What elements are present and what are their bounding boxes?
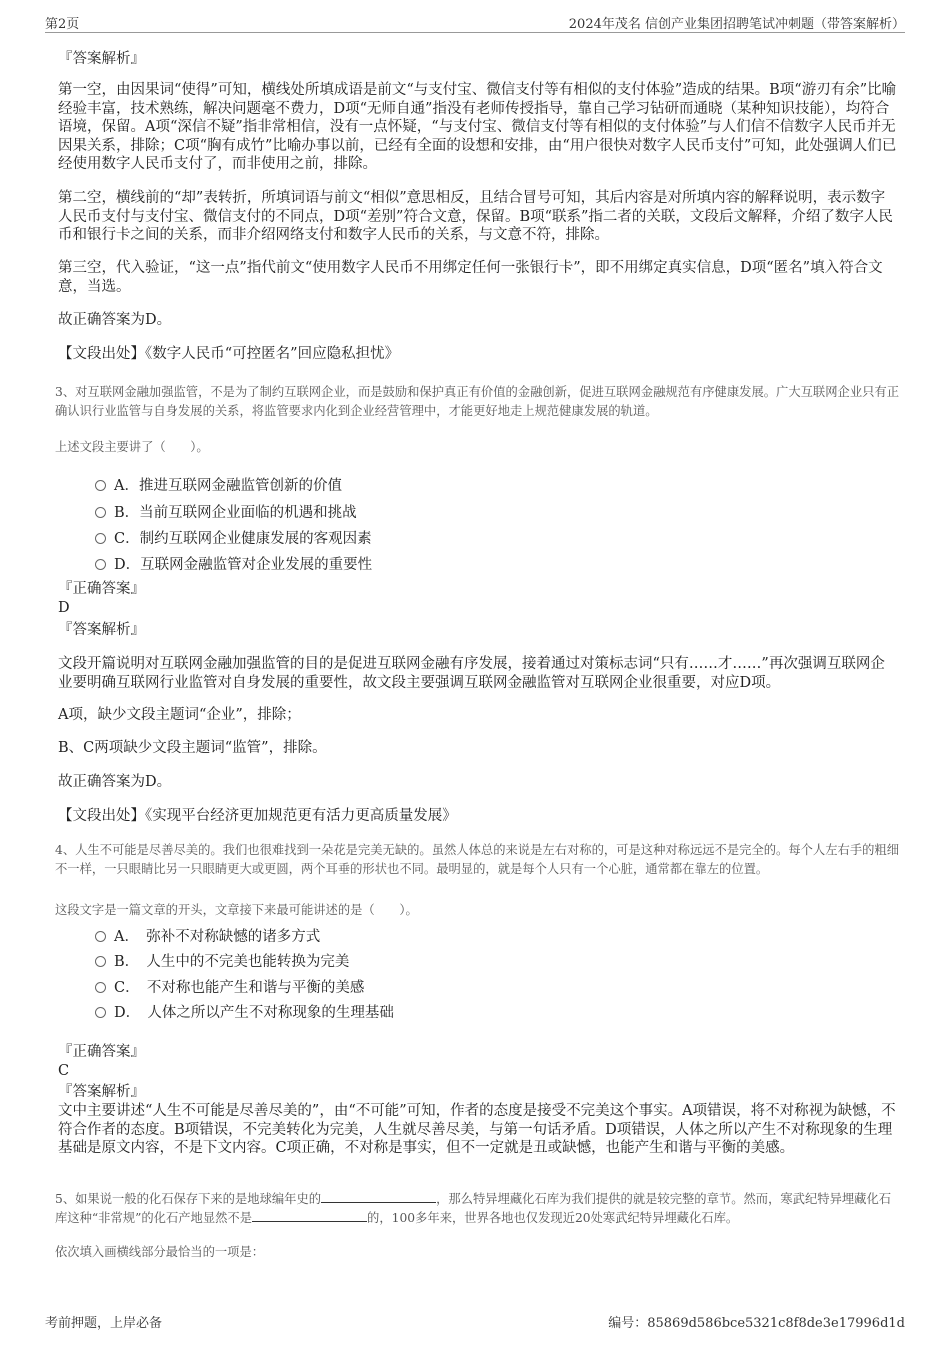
option-label: A．推进互联网金融监管创新的价值 xyxy=(114,478,342,494)
q2-analysis-label: 『答案解析』 xyxy=(58,51,145,67)
option-label: B．当前互联网企业面临的机遇和挑战 xyxy=(114,505,357,521)
page-header xyxy=(45,10,905,33)
q4-stem: 4、人生不可能是尽善尽美的。我们也很难找到一朵花是完美无缺的。虽然人体总的来说是左右对称的，可是这种对称远远不是完全的。每个人左右手的粗细不一样，一只眼睛比另一只眼睛更大或更圆，两个耳垂的形状也不同。最明显的，就是每个人只有一个心脏，通常都在靠左的位置。 xyxy=(55,843,900,876)
q4-option-b[interactable] xyxy=(95,950,349,971)
q2-analysis-p3: 第三空，代入验证，“这一点”指代前文“使用数字人民币不用绑定任何一张银行卡”，即不用绑定真实信息，D项“匿名”填入符合文意，当选。 xyxy=(58,260,883,295)
q2-source: 【文段出处】《数字人民币“可控匿名”回应隐私担忧》 xyxy=(58,346,400,362)
radio-icon[interactable] xyxy=(95,480,106,491)
footer-slogan: 考前押题，上岸必备 xyxy=(45,1316,163,1331)
radio-icon[interactable] xyxy=(95,559,106,570)
q4-answer-label: 『正确答案』 xyxy=(58,1044,145,1060)
radio-icon[interactable] xyxy=(95,533,106,544)
q4-analysis: 文中主要讲述“人生不可能是尽善尽美的”，由“不可能”可知，作者的态度是接受不完美这个事实。A项错误，将不对称视为缺憾，不符合作者的态度。B项错误，不完美转化为完美，人生就尽善尽美，与第一句话矛盾。D项错误，人体之所以产生不对称现象的生理基础是原文内容，不是下文内容。C项正确，不对称是事实，但不一定就是丑或缺憾，也能产生和谐与平衡的美感。 xyxy=(58,1103,896,1156)
q3-option-d[interactable] xyxy=(95,553,372,574)
q3-analysis-p2: A项，缺少文段主题词“企业”，排除； xyxy=(58,707,301,723)
fill-blank-2 xyxy=(252,1209,367,1222)
q5-stem-part-a: 5、如果说一般的化石保存下来的是地球编年史的 xyxy=(55,1192,322,1206)
option-label: D． 人体之所以产生不对称现象的生理基础 xyxy=(114,1005,394,1021)
q4-option-c[interactable] xyxy=(95,976,364,997)
q5-question: 依次填入画横线部分最恰当的一项是： xyxy=(55,1245,265,1259)
q3-answer: D xyxy=(58,600,70,616)
document-title: 2024年茂名 信创产业集团招聘笔试冲刺题（带答案解析） xyxy=(568,17,905,32)
q3-answer-label: 『正确答案』 xyxy=(58,581,145,597)
q4-option-a[interactable] xyxy=(95,925,320,946)
q3-option-a[interactable] xyxy=(95,474,342,495)
q3-stem: 3、对互联网金融加强监管，不是为了制约互联网企业，而是鼓励和保护真正有价值的金融创新，促进互联网金融规范有序健康发展。广大互联网企业只有正确认识行业监管与自身发展的关系，将监管要求内化到企业经营管理中，才能更好地走上规范健康发展的轨道。 xyxy=(55,385,900,418)
q4-question: 这段文字是一篇文章的开头，文章接下来最可能讲述的是（ ）。 xyxy=(55,903,418,917)
page-number: 第2页 xyxy=(45,17,80,32)
q2-conclusion: 故正确答案为D。 xyxy=(58,312,172,328)
q5-stem-part-b: ，那么特异埋藏化石库为我们提供的就是较完整的章节。然而，寒武纪特异埋藏化石库这种“非常规”的化石产地显然不是 xyxy=(55,1192,892,1225)
q3-analysis-p3: B、C两项缺少文段主题词“监管”，排除。 xyxy=(58,740,327,756)
q4-option-d[interactable] xyxy=(95,1001,394,1022)
q3-source: 【文段出处】《实现平台经济更加规范更有活力更高质量发展》 xyxy=(58,808,457,824)
q4-analysis-label: 『答案解析』 xyxy=(58,1084,145,1100)
radio-icon[interactable] xyxy=(95,1007,106,1018)
q3-conclusion: 故正确答案为D。 xyxy=(58,774,172,790)
q3-analysis-p1: 文段开篇说明对互联网金融加强监管的目的是促进互联网金融有序发展，接着通过对策标志词“只有……才……”再次强调互联网企业要明确互联网行业监管对自身发展的重要性，故文段主要强调互联网金融监管对互联网企业很重要，对应D项。 xyxy=(58,656,885,691)
fill-blank-1 xyxy=(321,1190,436,1203)
q3-option-c[interactable] xyxy=(95,527,372,548)
q3-question: 上述文段主要讲了（ ）。 xyxy=(55,440,209,454)
option-label: C．制约互联网企业健康发展的客观因素 xyxy=(114,531,372,547)
q2-analysis-p1: 第一空，由因果词“使得”可知，横线处所填成语是前文“与支付宝、微信支付等有相似的支付体验”造成的结果。B项“游刃有余”比喻经验丰富，技术熟练，解决问题毫不费力，D项“无师自通”指没有老师传授指导，靠自己学习钻研而通晓（某种知识技能），均符合语境，保留。A项“深信不疑”指非常相信，没有一点怀疑，“与支付宝、微信支付等有相似的支付体验”与人们信不信数字人民币并无因果关系，排除；C项“胸有成竹”比喻办事以前，已经有全面的设想和安排，由“用户很快对数字人民币支付”可知，此处强调人们已经使用数字人民币支付了，而非使用之前，排除。 xyxy=(58,82,897,172)
q4-answer: C xyxy=(58,1063,70,1079)
q2-analysis-p2: 第二空，横线前的“却”表转折，所填词语与前文“相似”意思相反，且结合冒号可知，其后内容是对所填内容的解释说明，表示数字人民币支付与支付宝、微信支付的不同点，D项“差别”符合文意，保留。B项“联系”指二者的关联，文段后文解释，介绍了数字人民币和银行卡之间的关系，而非介绍网络支付和数字人民币的关系，与文意不符，排除。 xyxy=(58,190,893,243)
q3-analysis-label: 『答案解析』 xyxy=(58,622,145,638)
option-label: C． 不对称也能产生和谐与平衡的美感 xyxy=(114,980,365,996)
option-label: B． 人生中的不完美也能转换为完美 xyxy=(114,954,350,970)
radio-icon[interactable] xyxy=(95,956,106,967)
q5-stem-part-c: 的，100多年来，世界各地也仅发现近20处寒武纪特异埋藏化石库。 xyxy=(367,1211,739,1225)
radio-icon[interactable] xyxy=(95,982,106,993)
radio-icon[interactable] xyxy=(95,507,106,518)
q3-option-b[interactable] xyxy=(95,501,357,522)
option-label: D．互联网金融监管对企业发展的重要性 xyxy=(114,557,373,573)
document-code: 编号：85869d586bce5321c8f8de3e17996d1d xyxy=(608,1316,905,1331)
radio-icon[interactable] xyxy=(95,931,106,942)
q5-stem xyxy=(55,1190,900,1228)
option-label: A． 弥补不对称缺憾的诸多方式 xyxy=(114,929,321,945)
